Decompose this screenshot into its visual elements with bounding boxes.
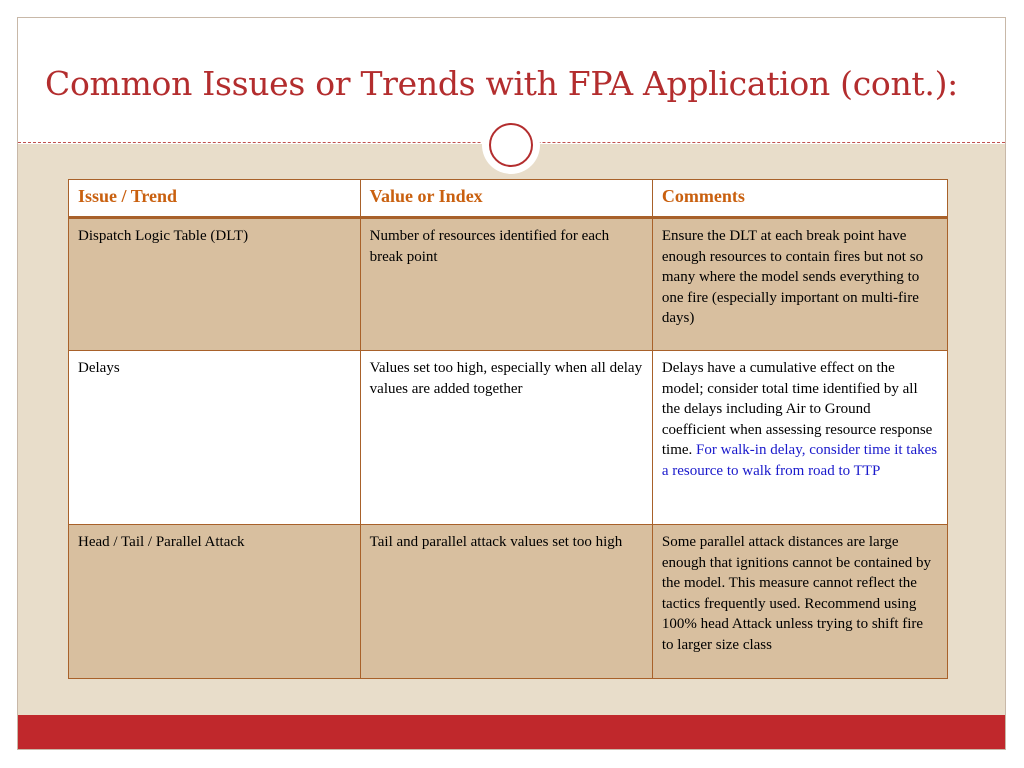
cell-comment: Some parallel attack distances are large enough that ignitions cannot be contained by the model. This measure cannot reflect the tactics frequently used. Recommend using 100% head Attack unless trying to shift fire to larger size class bbox=[652, 525, 947, 679]
footer-bar bbox=[18, 715, 1005, 750]
table-row bbox=[69, 525, 948, 679]
slide-title: Common Issues or Trends with FPA Application (cont.): bbox=[45, 64, 958, 103]
header-value-index: Value or Index bbox=[360, 180, 652, 218]
cell-issue: Dispatch Logic Table (DLT) bbox=[69, 218, 361, 351]
header-comments: Comments bbox=[652, 180, 947, 218]
comment-highlight-text: For walk-in delay, consider time it takes a resource to walk from road to TTP bbox=[661, 442, 938, 479]
cell-comment bbox=[652, 351, 947, 525]
cell-value: Number of resources identified for each break point bbox=[360, 218, 652, 351]
header-issue-trend: Issue / Trend bbox=[69, 180, 361, 218]
table-row bbox=[69, 218, 948, 351]
circle-ornament-icon bbox=[482, 116, 540, 174]
table-row bbox=[69, 351, 948, 525]
cell-value: Values set too high, especially when all delay values are added together bbox=[360, 351, 652, 525]
issues-table bbox=[68, 179, 948, 679]
ornament-ring bbox=[489, 123, 533, 167]
cell-issue: Head / Tail / Parallel Attack bbox=[69, 525, 361, 679]
cell-value: Tail and parallel attack values set too high bbox=[360, 525, 652, 679]
comment-text: Delays have a cumulative effect on the model; consider total time identified by all the delays including Air to Ground coefficient when assessing resource response time. bbox=[661, 360, 933, 458]
cell-issue: Delays bbox=[69, 351, 361, 525]
slide bbox=[17, 17, 1006, 750]
cell-comment: Ensure the DLT at each break point have enough resources to contain fires but not so many where the model sends everything to one fire (especially important on multi-fire days) bbox=[652, 218, 947, 351]
table-header-row bbox=[69, 180, 948, 218]
